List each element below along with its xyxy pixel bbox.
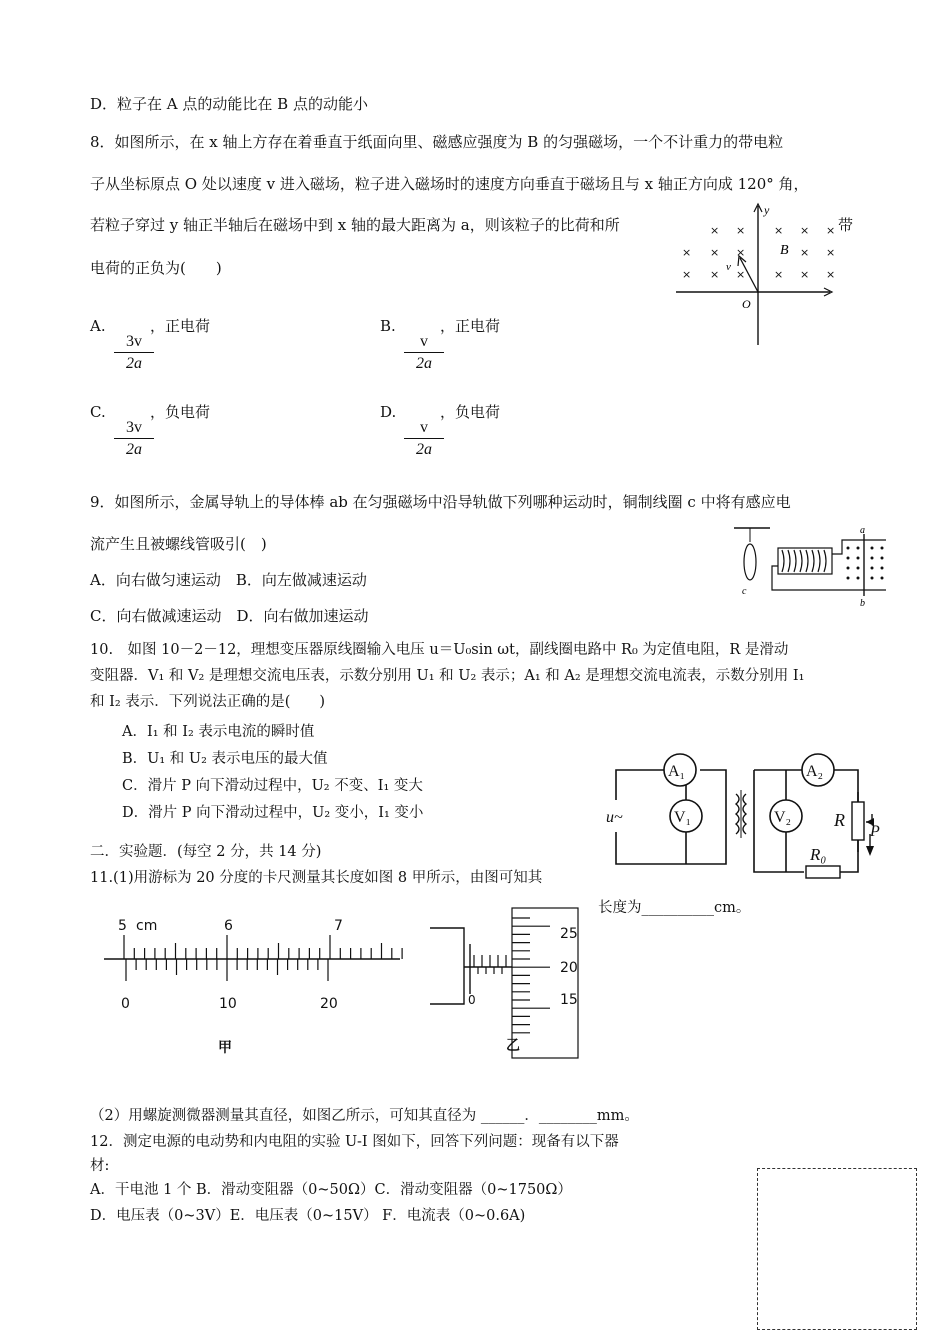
q8-option-a-label: A.: [90, 317, 106, 335]
q8-option-d-denominator: 2a: [416, 441, 432, 458]
svg-text:×: ×: [774, 224, 784, 237]
q7-option-d: D．粒子在 A 点的动能比在 B 点的动能小: [90, 95, 368, 113]
q8-stem-line3-end: 带: [838, 216, 854, 234]
q8-stem-line2: 子从坐标原点 O 处以速度 v 进入磁场，粒子进入磁场时的速度方向垂直于磁场且与 x 轴正方向成 120° 角，: [90, 175, 809, 193]
q12-line4: D．电压表（0~3V）E．电压表（0~15V） F．电流表（0~0.6A): [90, 1208, 526, 1224]
coil-c: [744, 544, 756, 580]
q8-option-c-fraction: [114, 418, 154, 461]
label-a2: A₂: [806, 763, 824, 780]
q10-stem-line2: 变阻器．V₁ 和 V₂ 是理想交流电压表，示数分别用 U₁ 和 U₂ 表示；A₁ 和 A₂ 是理想交流电流表，示数分别用 I₁: [90, 668, 805, 684]
q8-option-d-fraction: [404, 418, 444, 461]
q8-option-c-numerator: 3v: [114, 418, 154, 439]
q9-options-ab: A．向右做匀速运动 B．向左做减速运动: [90, 571, 367, 589]
q8-option-d-suffix: ，负电荷: [440, 403, 501, 421]
solenoid: [778, 548, 832, 574]
svg-text:×: ×: [710, 246, 720, 259]
q8-stem-line3: 若粒子穿过 y 轴正半轴后在磁场中到 x 轴的最大距离为 a，则该粒子的比荷和所: [90, 216, 620, 234]
answer-box: [757, 1168, 917, 1330]
svg-text:×: ×: [826, 246, 836, 259]
micrometer-figure: [428, 904, 588, 1064]
vernier-label-0: 0: [121, 996, 130, 1012]
svg-text:×: ×: [736, 268, 746, 281]
svg-text:×: ×: [710, 224, 720, 237]
q11-line2: （2）用螺旋测微器测量其直径，如图乙所示，可知其直径为 ______．________mm。: [90, 1108, 639, 1124]
micrometer-frame: [430, 928, 464, 1004]
q9-stem-line2: 流产生且被螺线管吸引( ): [90, 535, 267, 553]
vernier-scale-ticks: [126, 959, 328, 981]
svg-text:×: ×: [736, 224, 746, 237]
micrometer-caption: 乙: [506, 1038, 520, 1054]
label-a1: A₁: [668, 763, 686, 780]
y-label: y: [764, 203, 770, 217]
thimble-ticks: [512, 918, 550, 1033]
q8-option-a-suffix: ，正电荷: [150, 317, 211, 335]
caliper-unit: cm: [136, 918, 158, 934]
v-label: v: [726, 261, 731, 273]
svg-text:×: ×: [800, 224, 810, 237]
slider-down-arrowhead: [866, 846, 874, 856]
q10-stem-line1: 10. 如图 10－2－12，理想变压器原线圈输入电压 u＝U₀sin ωt，副线圈电路中 R₀ 为定值电阻，R 是滑动: [90, 642, 789, 658]
q12-line3: A．干电池 1 个 B．滑动变阻器（0~50Ω）C．滑动变阻器（0~1750Ω）: [90, 1182, 572, 1198]
resistor-r0: [806, 866, 840, 878]
primary-coil: [736, 794, 739, 834]
label-v2: V₂: [774, 809, 792, 826]
svg-text:×: ×: [682, 246, 692, 259]
caliper-figure: [100, 912, 410, 1057]
solenoid-windings: [782, 550, 826, 572]
b-label: B: [780, 243, 789, 258]
svg-text:×: ×: [800, 268, 810, 281]
q10-option-c: C．滑片 P 向下滑动过程中，U₂ 不变、I₁ 变大: [122, 778, 423, 794]
label-source-u: u~: [606, 809, 623, 826]
label-b: b: [860, 598, 865, 609]
label-v1: V₁: [674, 809, 692, 826]
thimble-label-20: 20: [560, 960, 578, 976]
q8-magnetic-field-figure: [670, 200, 850, 350]
main-scale-ticks: [124, 935, 402, 959]
origin-label: O: [742, 297, 751, 311]
q8-option-b-fraction: [404, 332, 444, 375]
q8-option-a-fraction: [114, 332, 154, 375]
q8-option-a-numerator: 3v: [114, 332, 154, 353]
vernier-label-10: 10: [219, 996, 237, 1012]
label-a: a: [860, 525, 865, 536]
q11-answer-length: 长度为__________cm。: [598, 900, 751, 916]
q8-option-b-label: B.: [380, 317, 396, 335]
q11-line1: 11.(1)用游标为 20 分度的卡尺测量其长度如图 8 甲所示，由图可知其: [90, 870, 543, 886]
q9-solenoid-figure: [734, 525, 894, 609]
label-r0: R₀: [810, 845, 827, 864]
q8-option-b-denominator: 2a: [416, 355, 432, 372]
q10-option-a: A．I₁ 和 I₂ 表示电流的瞬时值: [122, 724, 315, 740]
main-label-6: 6: [224, 918, 233, 934]
main-label-5: 5: [118, 918, 127, 934]
q8-option-d-numerator: v: [404, 418, 444, 439]
svg-text:×: ×: [826, 268, 836, 281]
thimble-label-25: 25: [560, 926, 578, 942]
field-dots: [847, 547, 884, 580]
svg-text:×: ×: [800, 246, 810, 259]
vernier-label-20: 20: [320, 996, 338, 1012]
secondary-coil: [743, 794, 746, 834]
q10-option-d: D．滑片 P 向下滑动过程中，U₂ 变小，I₁ 变小: [122, 805, 424, 821]
q10-stem-line3: 和 I₂ 表示．下列说法正确的是( ): [90, 694, 326, 710]
svg-text:×: ×: [826, 224, 836, 237]
q8-option-a-denominator: 2a: [126, 355, 142, 372]
q12-line2: 材:: [90, 1158, 110, 1174]
q12-line1: 12．测定电源的电动势和内电阻的实验 U-I 图如下，回答下列问题：现备有以下器: [90, 1134, 619, 1150]
q8-stem-line4: 电荷的正负为( ): [90, 259, 222, 277]
q8-option-b-numerator: v: [404, 332, 444, 353]
rheostat-r: [852, 802, 864, 840]
label-c: c: [742, 586, 747, 597]
q8-option-c-denominator: 2a: [126, 441, 142, 458]
q8-option-c-suffix: ，负电荷: [150, 403, 211, 421]
sleeve-ticks: [474, 955, 506, 974]
svg-text:×: ×: [736, 246, 746, 259]
q8-option-c-label: C.: [90, 403, 106, 421]
q9-stem-line1: 9．如图所示，金属导轨上的导体棒 ab 在匀强磁场中沿导轨做下列哪种运动时，铜制线圈 c 中将有感应电: [90, 493, 791, 511]
q10-option-b: B．U₁ 和 U₂ 表示电压的最大值: [122, 751, 328, 767]
q9-options-cd: C．向右做减速运动 D．向右做加速运动: [90, 607, 369, 625]
section-2-heading: 二．实验题．(每空 2 分，共 14 分): [90, 844, 322, 860]
label-p: P: [870, 823, 880, 840]
label-r: R: [834, 810, 845, 830]
q8-option-b-suffix: ，正电荷: [440, 317, 501, 335]
svg-text:×: ×: [682, 268, 692, 281]
svg-text:×: ×: [710, 268, 720, 281]
main-label-7: 7: [334, 918, 343, 934]
q8-stem-line1: 8．如图所示，在 x 轴上方存在着垂直于纸面向里、磁感应强度为 B 的匀强磁场，一个不计重力的带电粒: [90, 133, 784, 151]
svg-text:×: ×: [774, 268, 784, 281]
q8-option-d-label: D.: [380, 403, 397, 421]
caliper-caption: 甲: [218, 1040, 232, 1056]
q10-transformer-circuit: [604, 752, 880, 882]
sleeve-zero: 0: [468, 993, 476, 1007]
thimble-label-15: 15: [560, 992, 578, 1008]
